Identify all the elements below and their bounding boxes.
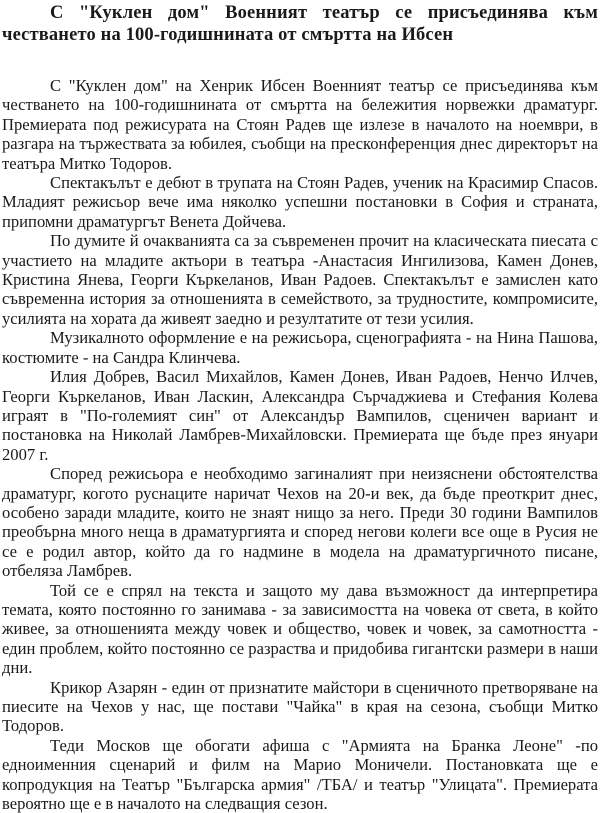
paragraph: Музикалното оформление е на режисьора, сценографията - на Нина Пашова, костюмите - на Сандра Клинчева. xyxy=(2,328,598,367)
paragraph: Той се е спрял на текста и защото му дава възможност да интерпретира темата, която постоянно го занимава - за зависимостта на човека от света, в който живее, за отношенията между човек и общество, човек и човек, за самотността - един проблем, който постоянно се разраства и придобива гигантски размери в наши дни. xyxy=(2,580,598,678)
paragraph: Илия Добрев, Васил Михайлов, Камен Донев, Иван Радоев, Ненчо Илчев, Георги Къркеланов, Иван Ласкин, Александра Сърчаджиева и Стефания Колева играят в "По-големият син" от Александър Вампилов, сценичен вариант и постановка на Николай Ламбрев-Михайловски. Премиерата ще бъде през януари 2007 г. xyxy=(2,367,598,464)
paragraph: Спектакълът е дебют в трупата на Стоян Радев, ученик на Красимир Спасов. Младият режисьор вече има няколко успешни постановки в София и страната, припомни драматургът Венета Дойчева. xyxy=(2,173,598,231)
paragraph: Според режисьора е необходимо загиналият при неизяснени обстоятелства драматург, когото руснаците наричат Чехов на 20-и век, да бъде преоткрит днес, особено заради младите, които не знаят нищо за него. Преди 30 години Вампилов преобърна много неща в драматургията и според негови колеги все още в Русия не се е родил автор, който да го надмине в модела на драматургичното писане, отбеляза Ламбрев. xyxy=(2,464,598,581)
article-body xyxy=(2,76,598,813)
paragraph: Теди Москов ще обогати афиша с "Армията на Бранка Леоне" -по едноименния сценарий и филм на Марио Моничели. Постановката ще е копродукция на Театър "Българска армия" /ТБА/ и театър "Улицата". Премиерата вероятно ще е в началото на следващия сезон. xyxy=(2,735,598,813)
paragraph: По думите й очакванията са за съвременен прочит на класическата пиесата с участието на младите актьори в театъра -Анастасия Ингилизова, Камен Донев, Кристина Янева, Георги Къркеланов, Иван Радоев. Спектакълът е замислен като съвременна история за отношенията в семейството, за трудностите, компромисите, усилията на хората да живеят заедно и резултатите от тези усилия. xyxy=(2,231,598,328)
paragraph: С "Куклен дом" на Хенрик Ибсен Военният театър се присъединява към честването на 100-годишнината от смъртта на бележития норвежки драматург. Премиерата под режисурата на Стоян Радев ще излезе в началото на ноември, в разгара на тържествата за юбилея, съобщи на пресконференция днес директорът на театъра Митко Тодоров. xyxy=(2,76,598,173)
paragraph: Крикор Азарян - един от признатите майстори в сценичното претворяване на пиесите на Чехов у нас, ще постави "Чайка" в края на сезона, съобщи Митко Тодоров. xyxy=(2,677,598,736)
article-title: С "Куклен дом" Военният театър се присъединява към честването на 100-годишнината от смъртта на Ибсен xyxy=(2,3,598,45)
